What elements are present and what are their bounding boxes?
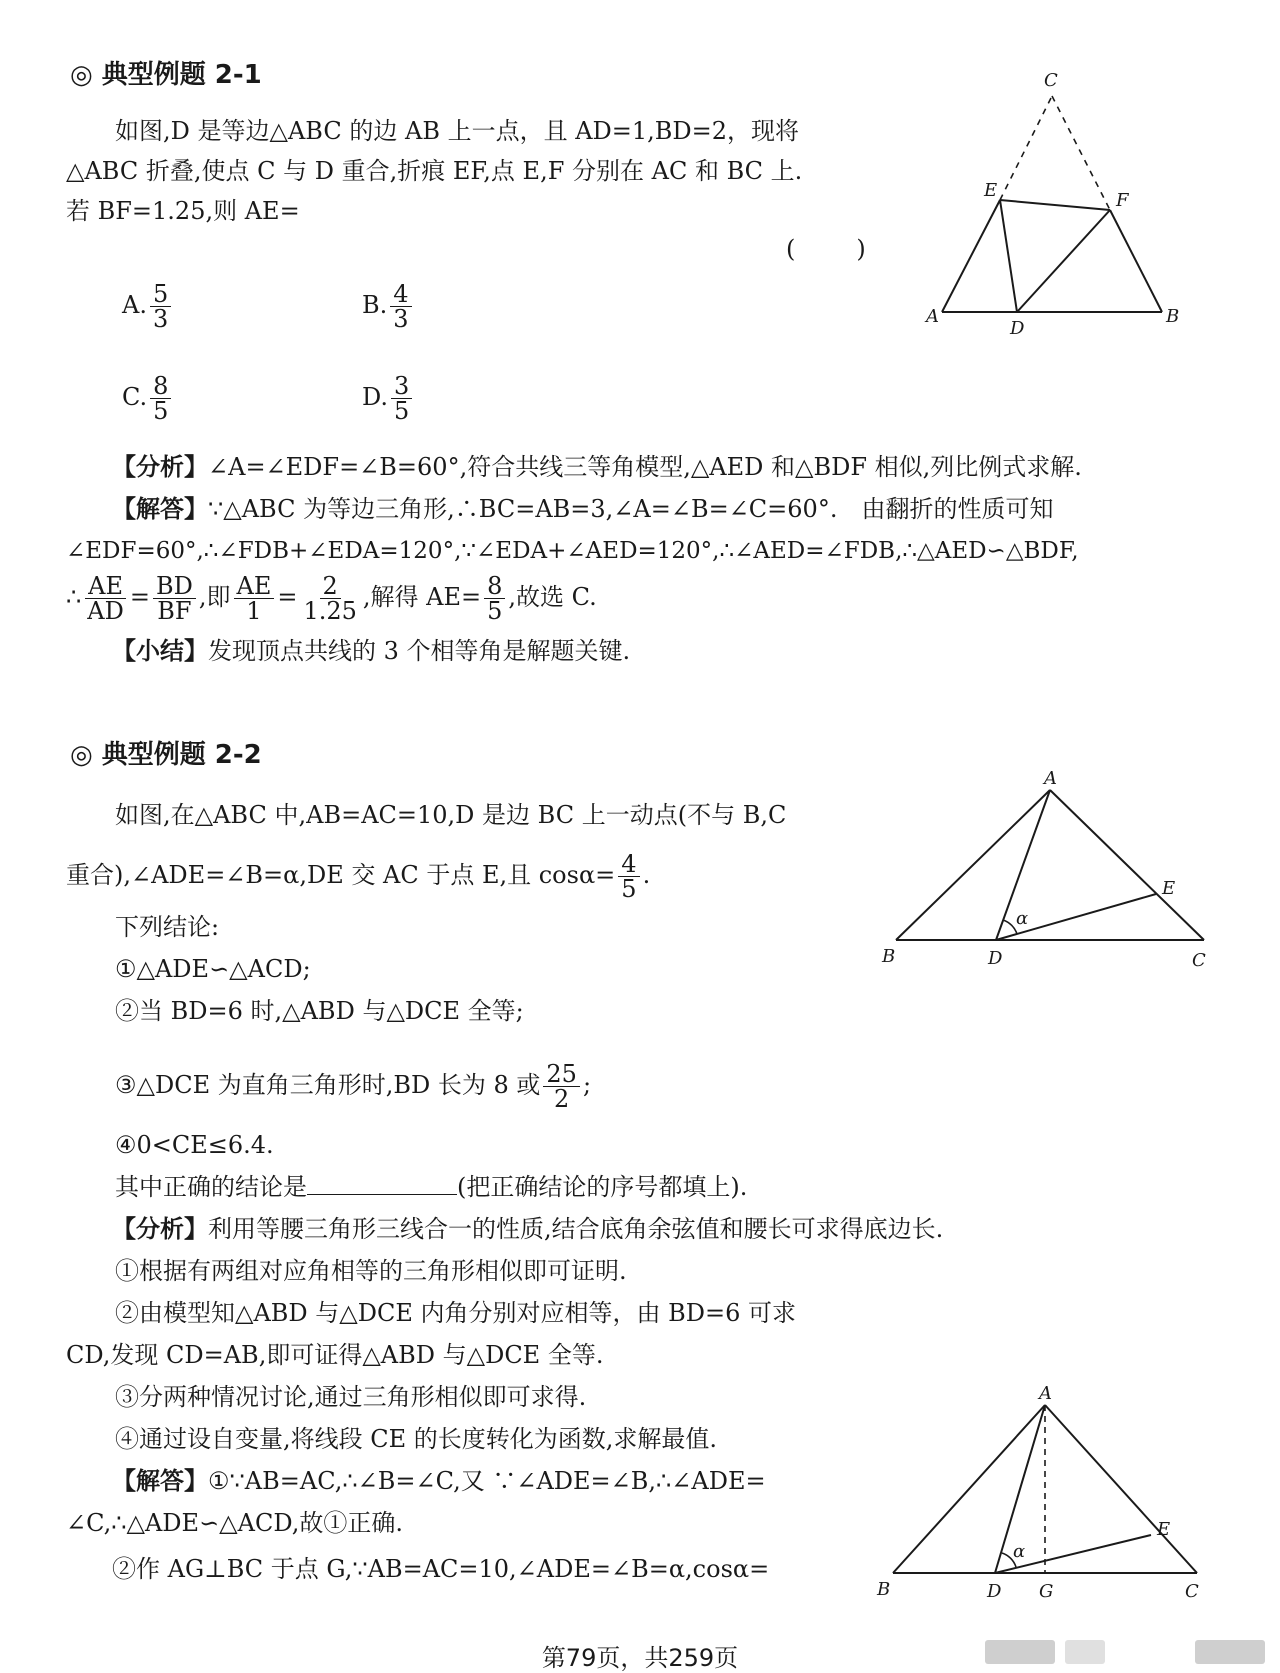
period: . [642,861,651,889]
option-b-letter: B. [362,291,388,319]
analysis-text: 利用等腰三角形三线合一的性质,结合底角余弦值和腰长可求得底边长. [208,1215,944,1243]
example-title-2-2: ◎ 典型例题 2-2 [70,740,262,770]
ex1-solution-line-2: ∠EDF=60°,∴∠FDB+∠EDA=120°,∵∠EDA+∠AED=120°,∴∠AED=∠FDB,∴△AED∽△BDF, [66,538,1079,564]
option-c[interactable] [122,374,174,423]
fraction-denominator: 5 [621,875,637,903]
option-d-letter: D. [362,383,389,411]
option-c-letter: C. [122,383,148,411]
option-d-fraction [391,374,412,423]
result-text: ,解得 AE= [362,583,482,611]
fraction-numerator: 2 [320,574,341,599]
conclusion-3-text: ③△DCE 为直角三角形时,BD 长为 8 或 [115,1071,541,1099]
fraction-numerator: BD [153,574,196,599]
ex2-stem-line-1: 如图,在△ABC 中,AB=AC=10,D 是边 BC 上一动点(不与 B,C [115,801,787,829]
fraction-2-1-25 [300,574,359,623]
connector-text: ,即 [198,583,231,611]
ex1-stem-line-2: △ABC 折叠,使点 C 与 D 重合,折痕 EF,点 E,F 分别在 AC 和 BC 上. [66,157,803,185]
fraction-ae-1 [234,574,275,623]
summary-text: 发现顶点共线的 3 个相等角是解题关键. [208,637,631,665]
vertex-label-c: C [1192,950,1206,970]
analysis-label: 【分析】 [112,1214,208,1243]
scan-artifact-bar [1065,1640,1105,1664]
fraction-numerator: 3 [391,374,412,399]
ex1-solution-line-3 [66,574,597,623]
angle-label-alpha: α [1016,908,1029,929]
ex2-solution-line-3: ②作 AG⊥BC 于点 G,∵AB=AC=10,∠ADE=∠B=α,cosα= [112,1555,770,1583]
vertex-label-f: F [1116,190,1129,211]
option-a-fraction [150,282,171,331]
fraction-denominator: 1.25 [303,597,357,625]
fraction-numerator: 8 [484,574,505,599]
question-hint: (把正确结论的序号都填上). [457,1173,748,1201]
example-title-2-1: ◎ 典型例题 2-1 [70,60,262,90]
stem-text: 重合),∠ADE=∠B=α,DE 交 AC 于点 E,且 cosα= [66,861,616,889]
equals-sign: = [277,583,298,611]
ex1-analysis [112,452,1082,482]
ex1-solution-line-1 [112,494,1053,524]
vertex-label-b: B [877,1579,891,1600]
answer-blank[interactable] [307,1172,457,1195]
vertex-label-e: E [984,180,998,201]
vertex-label-d: D [988,948,1003,969]
analysis-point-2: ②由模型知△ABD 与△DCE 内角分别对应相等，由 BD=6 可求 [115,1299,797,1327]
analysis-point-2-cont: CD,发现 CD=AB,即可证得△ABD 与△DCE 全等. [66,1341,604,1369]
equals-sign: = [129,583,150,611]
analysis-text: ∠A=∠EDF=∠B=60°,符合共线三等角模型,△AED 和△BDF 相似,列比例式求解. [208,453,1082,481]
analysis-point-1: ①根据有两组对应角相等的三角形相似即可证明. [115,1257,627,1285]
fraction-8-5 [484,574,505,623]
summary-label: 【小结】 [112,636,208,665]
fraction-denominator: AD [87,597,124,625]
analysis-point-4: ④通过设自变量,将线段 CE 的长度转化为函数,求解最值. [115,1425,718,1453]
conclusion-3 [115,1062,591,1111]
vertex-label-a: A [926,306,939,327]
option-a[interactable] [122,282,174,331]
scan-artifact-bar [1195,1640,1265,1664]
vertex-label-c: C [1044,70,1058,91]
angle-label-alpha: α [1013,1541,1026,1562]
solution-label: 【解答】 [112,494,208,523]
fraction-numerator: 25 [543,1062,580,1087]
page-footer: 第79页，共259页 [541,1644,739,1672]
option-b-fraction [390,282,411,331]
fraction-denominator: 5 [394,397,410,425]
option-d[interactable] [362,374,415,423]
fraction-denominator: 3 [393,305,409,333]
ex1-stem-line-1: 如图,D 是等边△ABC 的边 AB 上一点，且 AD=1,BD=2，现将 [115,117,800,145]
vertex-label-e: E [1162,878,1176,899]
figure-folded-equilateral-triangle [900,70,1200,340]
semicolon: ; [582,1071,592,1099]
question-text: 其中正确的结论是 [115,1173,307,1201]
ex2-solution-line-1 [112,1466,766,1496]
conclusion-1: ①△ADE∽△ACD; [115,955,311,983]
fraction-denominator: 1 [246,597,262,625]
answer-parentheses: ( ) [786,235,866,263]
solution-label: 【解答】 [112,1466,208,1495]
fraction-cos-alpha [618,852,639,901]
vertex-label-e: E [1157,1519,1171,1540]
fraction-numerator: 5 [150,282,171,307]
conclusion-2: ②当 BD=6 时,△ABD 与△DCE 全等; [115,997,524,1025]
vertex-label-d: D [1010,318,1025,339]
fraction-numerator: 4 [618,852,639,877]
answer-text: ,故选 C. [508,583,597,611]
conclusions-intro: 下列结论: [115,913,220,941]
vertex-label-b: B [882,946,896,967]
fraction-denominator: 5 [153,397,169,425]
ex2-solution-line-2: ∠C,∴△ADE∽△ACD,故①正确. [66,1509,403,1537]
vertex-label-g: G [1039,1581,1054,1600]
fraction-denominator: 5 [487,597,503,625]
option-a-letter: A. [122,291,147,319]
fraction-ae-ad [84,574,127,623]
therefore-symbol: ∴ [66,583,82,611]
fraction-bd-bf [153,574,196,623]
analysis-label: 【分析】 [112,452,208,481]
option-b[interactable] [362,282,415,331]
fraction-numerator: AE [234,574,275,599]
scan-artifact-bar [985,1640,1055,1664]
figure-isosceles-triangle-ade [880,770,1220,970]
ex2-stem-line-2 [66,852,650,901]
fill-in-question [115,1172,747,1202]
solution-text: ∵△ABC 为等边三角形,∴BC=AB=3,∠A=∠B=∠C=60°. 由翻折的性质可知 [208,495,1054,523]
fraction-numerator: 8 [150,374,171,399]
vertex-label-c: C [1185,1581,1199,1600]
ex1-stem-line-3: 若 BF=1.25,则 AE= [66,197,300,225]
vertex-label-a: A [1044,770,1057,789]
figure-isosceles-triangle-with-altitude [875,1385,1215,1600]
vertex-label-d: D [987,1581,1002,1600]
conclusion-4: ④0<CE≤6.4. [115,1131,274,1159]
vertex-label-b: B [1166,306,1180,327]
solution-text: ①∵AB=AC,∴∠B=∠C,又 ∵∠ADE=∠B,∴∠ADE= [208,1467,766,1495]
fraction-numerator: 4 [390,282,411,307]
analysis-point-3: ③分两种情况讨论,通过三角形相似即可求得. [115,1383,587,1411]
fraction-25-2 [543,1062,580,1111]
vertex-label-a: A [1039,1385,1052,1404]
fraction-denominator: 2 [554,1085,570,1113]
fraction-denominator: BF [157,597,192,625]
ex2-analysis [112,1214,943,1244]
option-c-fraction [150,374,171,423]
ex1-summary [112,636,630,666]
fraction-numerator: AE [85,574,126,599]
fraction-denominator: 3 [152,305,169,333]
